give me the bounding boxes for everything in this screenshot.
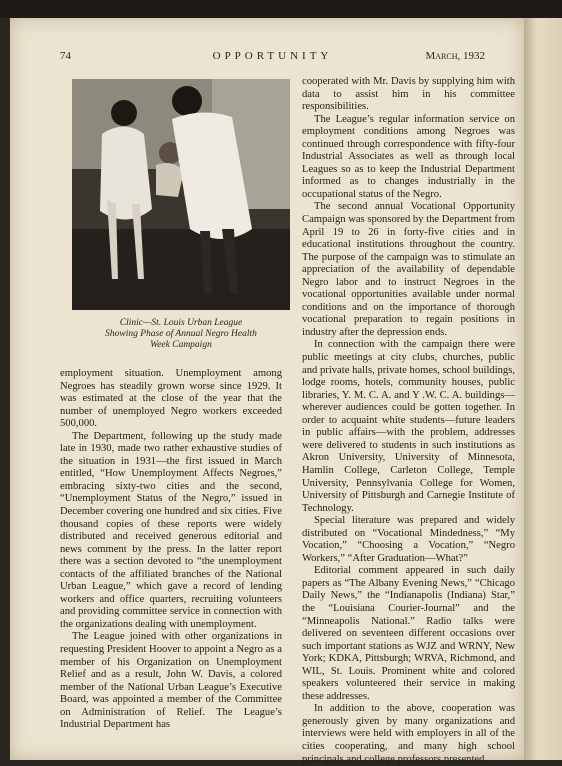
clinic-photograph	[72, 79, 290, 310]
clinic-photo-illustration	[72, 79, 290, 310]
paragraph: employment situation. Unemployment among Negroes has steadily grown worse since 1929. It was estimated at the close of the year that the number of unemployed Negro workers exceeded 500,000.	[60, 368, 282, 430]
caption-line: Week Campaign	[150, 340, 212, 350]
magazine-title: OPPORTUNITY	[212, 50, 333, 62]
paragraph: cooperated with Mr. Davis by supplying him with data to assist him in his committee responsibilities.	[302, 76, 515, 113]
photo-caption	[72, 318, 290, 351]
issue-date: March, 1932	[425, 50, 485, 62]
right-text-column	[302, 76, 515, 766]
paragraph: The League joined with other organizations in requesting President Hoover to appoint a Negro as a member of his Organization on Unemployment Relief and as a result, John W. Davis, a colored member of the National Urban League’s Executive Board, was appointed a member of the Committee on Administration of Relief. The League’s Industrial Department has	[60, 631, 282, 731]
scan-top-edge	[0, 0, 562, 18]
paragraph: Special literature was prepared and widely distributed on “Vocational Mindedness,” “My Vocation,” “Choosing a Vocation,” “Negro Workers,” “After Graduation—What?”	[302, 515, 515, 564]
book-binding-edge	[524, 18, 562, 760]
paragraph: The second annual Vocational Opportunity Campaign was sponsored by the Department from April 19 to 26 in forty-five cities and in educational institutions throughout the country. The purpose of the campaign was to stimulate an appreciation of the availability of dependable Negro labor and to instruct Negroes in the vocational opportunities available under normal conditions and on the importance of thorough vocational preparation to regain positions in industry after the depression ends.	[302, 201, 516, 338]
paragraph: In connection with the campaign there were public meetings at city clubs, churches, public and private halls, private homes, school buildings, lodge rooms, hotels, community houses, public libraries, Y. M. C. A. and Y .W. C. A. buildings—wherever audiences could be gotten together. In order to acquaint white students—future leaders in public affairs—with the problem, addresses were delivered to students in such institutions as Akron University, University of Minnesota, Hamlin College, Carleton College, Temple University, Pennsylvania College for Women, University of Pittsburgh and Carnegie Institute of Technology.	[302, 339, 515, 514]
paragraph: In addition to the above, cooperation was generously given by many organizations and interviews were held with employers in all of the cities cooperating, and many high school principals and college professors presented	[302, 703, 515, 765]
paragraph: The Department, following up the study made late in 1930, made two rather exhaustive studies of the situation in 1931—the first issued in March entitled, “How Unemployment Affects Negroes,” embracing sixty-two cities and the second, “Unemployment Status of the Negro,” issued in December covering one hundred and six cities. Five thousand copies of these reports were widely distributed and received generous editorial and news comment by the press. In the latter report there was a section devoted to “the unemployment contacts of the affiliated branches of the National Urban League,” which gave a record of lending workers and office quarters, recruiting volunteers and providing committee service in connection with the organizations dealing with unemployment.	[60, 430, 282, 630]
caption-line: Showing Phase of Annual Negro Health	[105, 329, 257, 339]
paragraph: Editorial comment appeared in such daily papers as “The Albany Evening News,” “Chicago Daily News,” the “Indianapolis (Indiana) Star,” the “Louisiana Courier-Journal” and the “Minneapolis National.” Radio talks were delivered on seventeen different occasions over such important stations as WJZ and WRNY, New York; KDKA, Pittsburgh; WRVA, Richmond, and WIL, St. Louis. Prominent white and colored speakers volunteered their service in making these addresses.	[302, 565, 515, 702]
left-text-column	[60, 368, 282, 732]
running-header	[60, 50, 485, 66]
caption-line: Clinic—St. Louis Urban League	[119, 318, 243, 328]
paragraph: The League’s regular information service on employment conditions among Negroes was continued through correspondence with fifty-four Industrial Associates as well as through local Leagues so as to keep the Industrial Department informed as to changes industrially in the occupational status of the Negro.	[302, 113, 515, 200]
page-number: 74	[60, 50, 71, 62]
